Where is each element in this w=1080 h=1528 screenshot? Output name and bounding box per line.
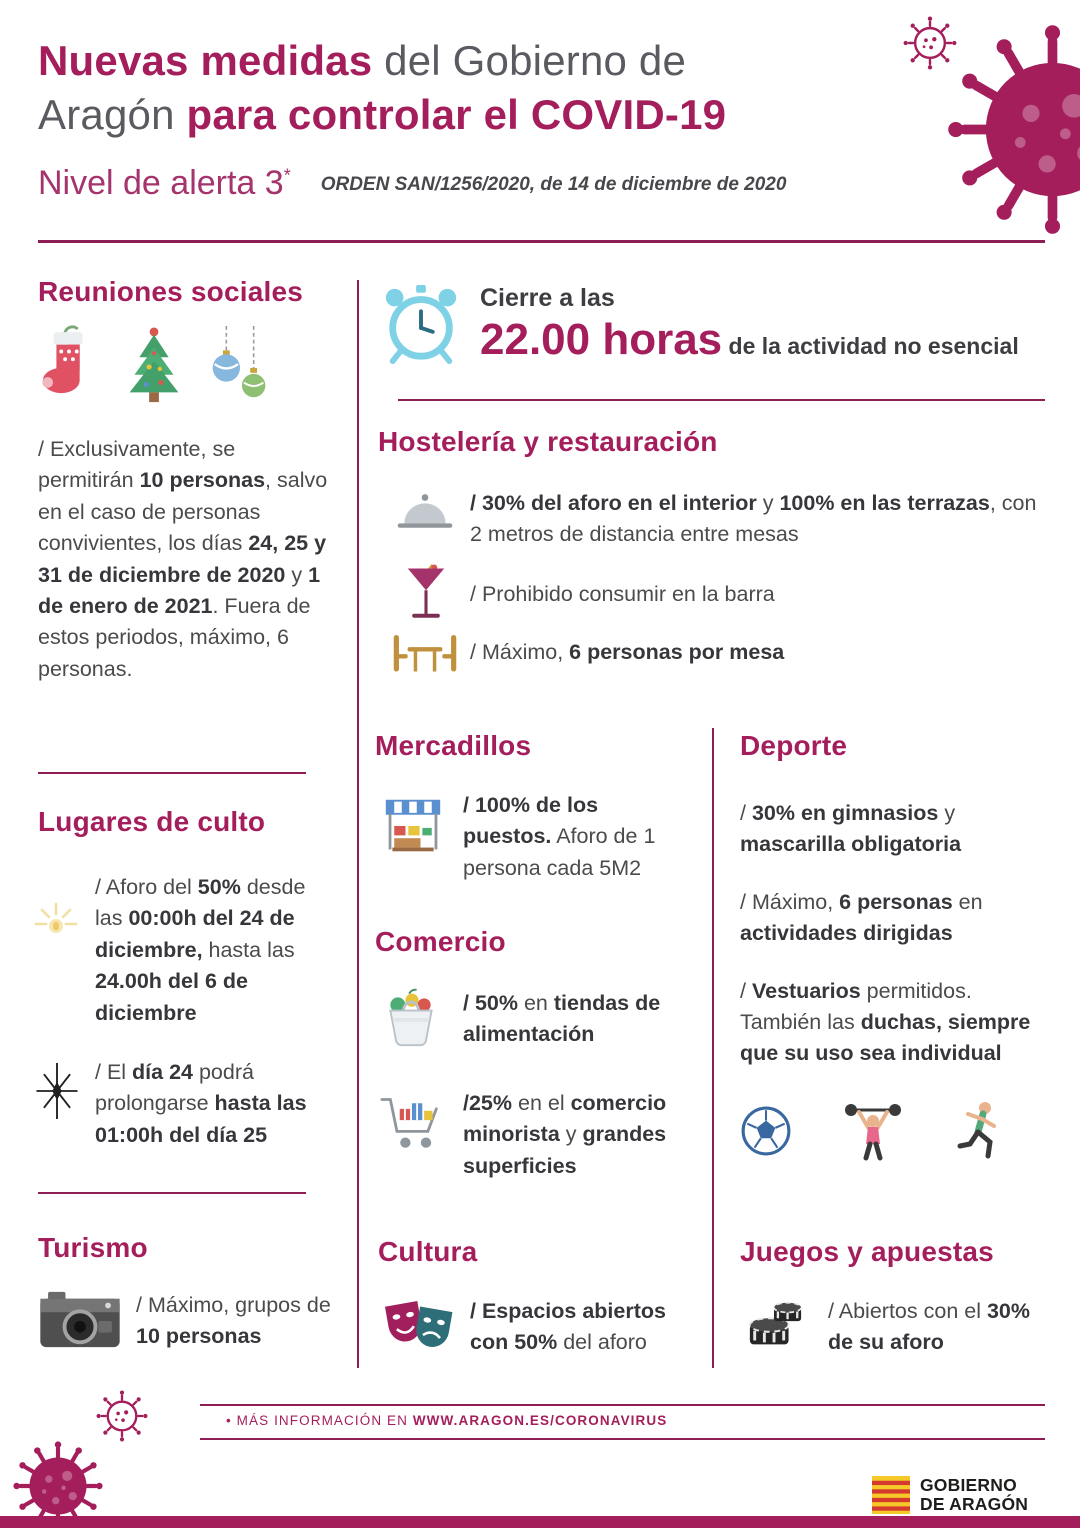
shopping-cart-icon <box>379 1092 443 1152</box>
order-reference: ORDEN SAN/1256/2020, de 14 de diciembre de 2020 <box>320 173 787 195</box>
closing-banner <box>480 284 1045 365</box>
left-divider-1 <box>38 772 306 774</box>
hosteleria-aforo-text: / 30% del aforo en el interior y 100% en las terrazas, con 2 metros de distancia entre mesas <box>470 491 1037 547</box>
page-title-line2: Aragón para controlar el COVID-19 <box>38 90 727 138</box>
footer-info: • MÁS INFORMACIÓN EN WWW.ARAGON.ES/CORONAVIRUS <box>226 1413 668 1428</box>
table-chairs-icon <box>392 633 458 677</box>
theater-masks-icon <box>380 1296 456 1358</box>
christmas-icons-row <box>38 324 334 406</box>
section-mercadillos <box>375 730 690 884</box>
section-comercio <box>375 926 690 1182</box>
deporte-personas-text: / Máximo, 6 personas en actividades dirigidas <box>740 889 983 946</box>
footer-divider-top <box>200 1404 1045 1406</box>
weightlifter-icon <box>844 1100 902 1162</box>
comercio-alimentacion-text: / 50% en tiendas de alimentación <box>463 991 661 1047</box>
comercio-minorista-text: /25% en el comercio minorista y grandes superficies <box>463 1091 667 1178</box>
section-juegos <box>740 1236 1045 1359</box>
section-title-culto: Lugares de culto <box>38 806 266 837</box>
alarm-clock-icon <box>380 281 462 367</box>
culto-dia24-text: / El día 24 podrá prolongarse hasta las 01:00h del día 25 <box>95 1059 307 1147</box>
christmas-stocking-icon <box>38 324 100 406</box>
deporte-vestuarios-text: / Vestuarios permitidos. También las duchas, siempre que su uso sea individual <box>740 978 1031 1066</box>
page-title-line1: Nuevas medidas del Gobierno de <box>38 37 687 84</box>
baubles-icon <box>208 326 272 406</box>
aragon-flag-icon <box>872 1476 910 1514</box>
section-cultura <box>378 1236 690 1359</box>
logo-text-line2: DE ARAGÓN <box>920 1494 1029 1514</box>
culto-aforo-text: / Aforo del 50% desde las 00:00h del 24 de diciembre, hasta las 24.00h del 6 de diciembre <box>95 875 306 1025</box>
poker-chips-icon <box>746 1296 804 1354</box>
section-deporte <box>740 730 1043 1162</box>
soccer-ball-icon <box>740 1105 792 1157</box>
runner-icon <box>954 1100 1004 1162</box>
section-lugares-de-culto <box>38 806 338 1151</box>
sports-icons-row <box>740 1100 1043 1162</box>
section-hosteleria <box>378 426 1045 668</box>
virus-filled-small-icon <box>12 1440 104 1528</box>
header-divider <box>38 240 1045 243</box>
section-title-comercio: Comercio <box>375 926 506 957</box>
closing-time: 22.00 horas <box>480 315 723 364</box>
section-title-cultura: Cultura <box>378 1236 478 1267</box>
banner-divider <box>398 399 1045 401</box>
middle-column-divider <box>712 728 714 1368</box>
reuniones-text: / Exclusivamente, se permitirán 10 personas, salvo en el caso de personas convivientes, los días 24, 25 y 31 de diciembre de 2020 y 1 de enero de 2021. Fuera de estos periodos, máximo, 6 personas. <box>38 437 328 681</box>
candle-glow-icon <box>32 900 80 948</box>
alert-asterisk: * <box>283 165 291 186</box>
star-sparkle-icon <box>34 1063 80 1119</box>
coronavirus-large-icon <box>945 22 1080 237</box>
christmas-tree-icon <box>122 326 186 406</box>
cloche-icon <box>394 490 456 536</box>
closing-suffix: de la actividad no esencial <box>722 333 1019 359</box>
logo-text-line1: GOBIERNO <box>920 1475 1017 1496</box>
turismo-text: / Máximo, grupos de 10 personas <box>136 1293 331 1349</box>
section-title-hosteleria: Hostelería y restauración <box>378 426 718 457</box>
closing-label: Cierre a las <box>480 284 615 312</box>
footer-divider-bottom <box>200 1438 1045 1440</box>
alert-level: Nivel de alerta 3* <box>38 163 291 202</box>
cocktail-icon <box>404 563 448 623</box>
hosteleria-mesa-text: / Máximo, 6 personas por mesa <box>470 639 785 664</box>
juegos-text: / Abiertos con el 30% de su aforo <box>828 1299 1030 1355</box>
section-title-turismo: Turismo <box>38 1232 148 1263</box>
section-reuniones-sociales <box>38 276 334 685</box>
header <box>38 34 898 203</box>
hosteleria-barra-text: / Prohibido consumir en la barra <box>470 581 775 606</box>
section-turismo <box>38 1232 338 1353</box>
market-stall-icon <box>383 796 443 856</box>
grocery-basket-icon <box>381 988 441 1048</box>
mercadillos-text: / 100% de los puestos. Aforo de 1 persona cada 5M2 <box>463 793 656 880</box>
section-title-reuniones: Reuniones sociales <box>38 276 304 307</box>
left-column-divider <box>357 280 359 1368</box>
bottom-bar <box>0 1516 1080 1528</box>
gobierno-aragon-logo <box>872 1476 1028 1514</box>
section-title-juegos: Juegos y apuestas <box>740 1236 994 1267</box>
virus-outline-small-icon <box>96 1390 148 1442</box>
cultura-text: / Espacios abiertos con 50% del aforo <box>470 1299 666 1355</box>
section-title-deporte: Deporte <box>740 730 848 761</box>
section-title-mercadillos: Mercadillos <box>375 730 532 761</box>
camera-icon <box>38 1290 122 1350</box>
deporte-gimnasios-text: / 30% en gimnasios y mascarilla obligatoria <box>740 801 962 857</box>
left-divider-2 <box>38 1192 306 1194</box>
